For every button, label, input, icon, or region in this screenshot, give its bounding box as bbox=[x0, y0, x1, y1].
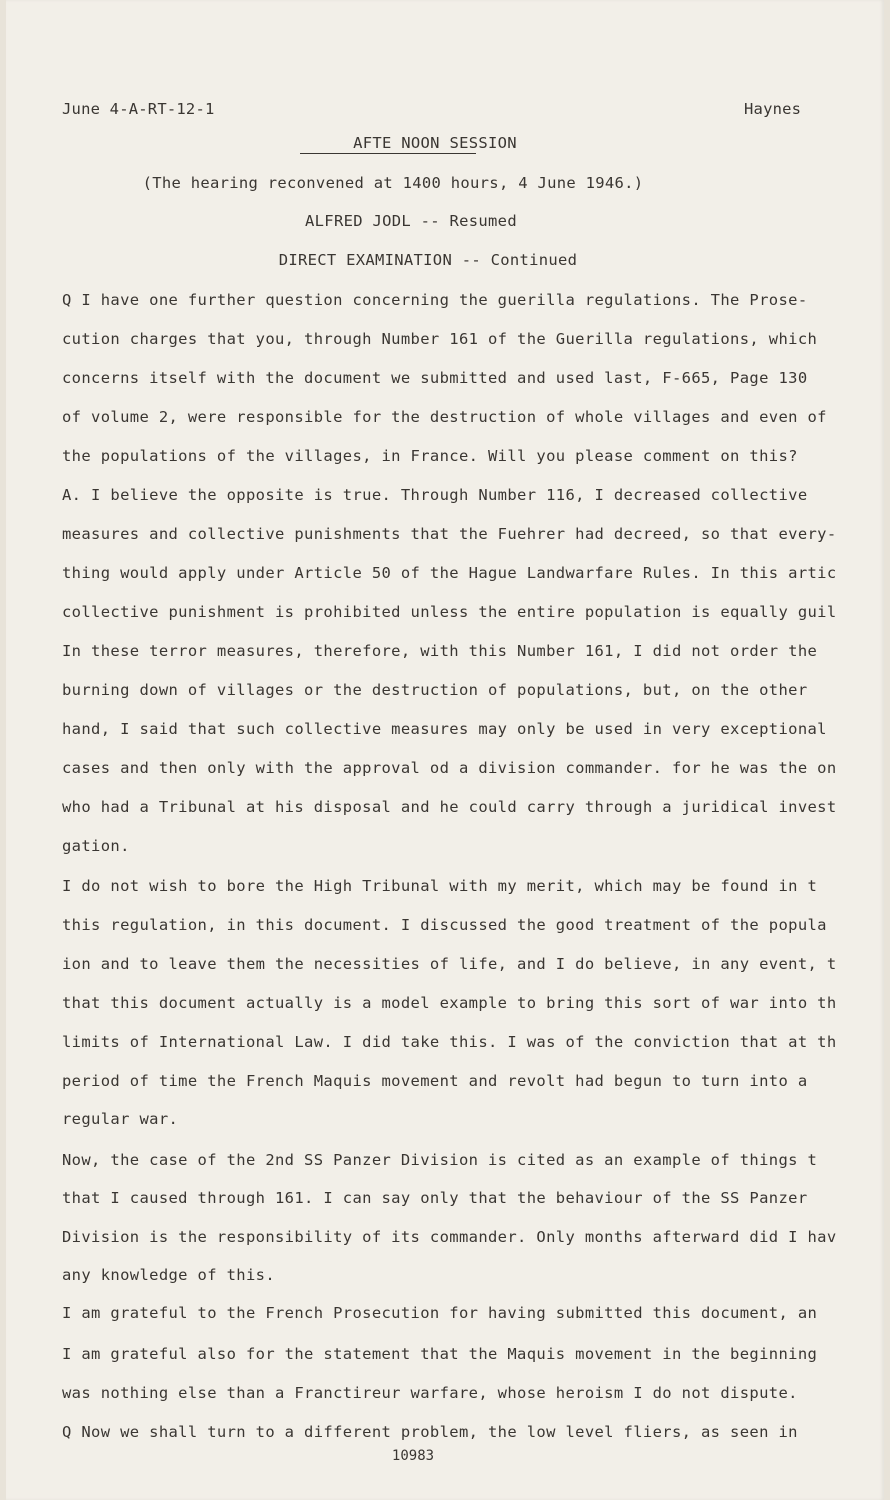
transcript-line: who had a Tribunal at his disposal and he could carry through a juridical invest bbox=[62, 798, 837, 816]
transcript-line: regular war. bbox=[62, 1110, 179, 1128]
transcript-line: hand, I said that such collective measures may only be used in very exceptional bbox=[62, 720, 827, 738]
transcript-line: I am grateful also for the statement that the Maquis movement in the beginning bbox=[62, 1345, 818, 1363]
transcript-line: A. I believe the opposite is true. Through Number 116, I decreased collective bbox=[62, 486, 808, 504]
transcript-line: this regulation, in this document. I discussed the good treatment of the popula bbox=[62, 916, 827, 934]
transcript-line: that I caused through 161. I can say only that the behaviour of the SS Panzer bbox=[62, 1189, 808, 1207]
transcript-line: ion and to leave them the necessities of life, and I do believe, in any event, t bbox=[62, 955, 837, 973]
transcript-line: I do not wish to bore the High Tribunal with my merit, which may be found in t bbox=[62, 877, 818, 895]
transcript-line: In these terror measures, therefore, with this Number 161, I did not order the bbox=[62, 642, 818, 660]
transcript-line: collective punishment is prohibited unless the entire population is equally guil bbox=[62, 603, 837, 621]
transcript-line: limits of International Law. I did take this. I was of the conviction that at th bbox=[62, 1033, 837, 1051]
transcript-line: measures and collective punishments that the Fuehrer had decreed, so that every- bbox=[62, 525, 837, 543]
witness-heading: ALFRED JODL -- Resumed bbox=[305, 212, 517, 230]
transcript-line: any knowledge of this. bbox=[62, 1266, 275, 1284]
transcript-line: thing would apply under Article 50 of the Hague Landwarfare Rules. In this artic bbox=[62, 564, 837, 582]
transcript-line: cases and then only with the approval od a division commander. for he was the on bbox=[62, 759, 837, 777]
header-code: June 4-A-RT-12-1 bbox=[62, 100, 215, 118]
transcript-line: the populations of the villages, in France. Will you please comment on this? bbox=[62, 447, 798, 465]
transcript-line: of volume 2, were responsible for the destruction of whole villages and even of bbox=[62, 408, 827, 426]
examination-heading: DIRECT EXAMINATION -- Continued bbox=[278, 251, 578, 269]
transcript-line: Now, the case of the 2nd SS Panzer Division is cited as an example of things t bbox=[62, 1151, 818, 1169]
transcript-line: I am grateful to the French Prosecution for having submitted this document, an bbox=[62, 1304, 818, 1322]
reconvene-note: (The hearing reconvened at 1400 hours, 4 June 1946.) bbox=[142, 174, 644, 192]
transcript-line: period of time the French Maquis movement and revolt had begun to turn into a bbox=[62, 1072, 808, 1090]
transcript-line: that this document actually is a model example to bring this sort of war into th bbox=[62, 994, 837, 1012]
document-page bbox=[6, 0, 884, 1500]
transcript-line: concerns itself with the document we submitted and used last, F-665, Page 130 bbox=[62, 369, 808, 387]
transcript-line: Division is the responsibility of its commander. Only months afterward did I hav bbox=[62, 1228, 837, 1246]
transcript-line: burning down of villages or the destruction of populations, but, on the other bbox=[62, 681, 808, 699]
transcript-line: gation. bbox=[62, 837, 130, 855]
transcript-line: Q Now we shall turn to a different problem, the low level fliers, as seen in bbox=[62, 1423, 798, 1441]
header-name: Haynes bbox=[744, 100, 802, 118]
transcript-line: Q I have one further question concerning the guerilla regulations. The Prose- bbox=[62, 291, 808, 309]
title-underline bbox=[300, 153, 476, 154]
transcript-line: was nothing else than a Franctireur warfare, whose heroism I do not dispute. bbox=[62, 1384, 798, 1402]
page-number: 10983 bbox=[391, 1448, 435, 1464]
session-title: AFTE NOON SESSION bbox=[353, 134, 517, 152]
transcript-line: cution charges that you, through Number 161 of the Guerilla regulations, which bbox=[62, 330, 818, 348]
